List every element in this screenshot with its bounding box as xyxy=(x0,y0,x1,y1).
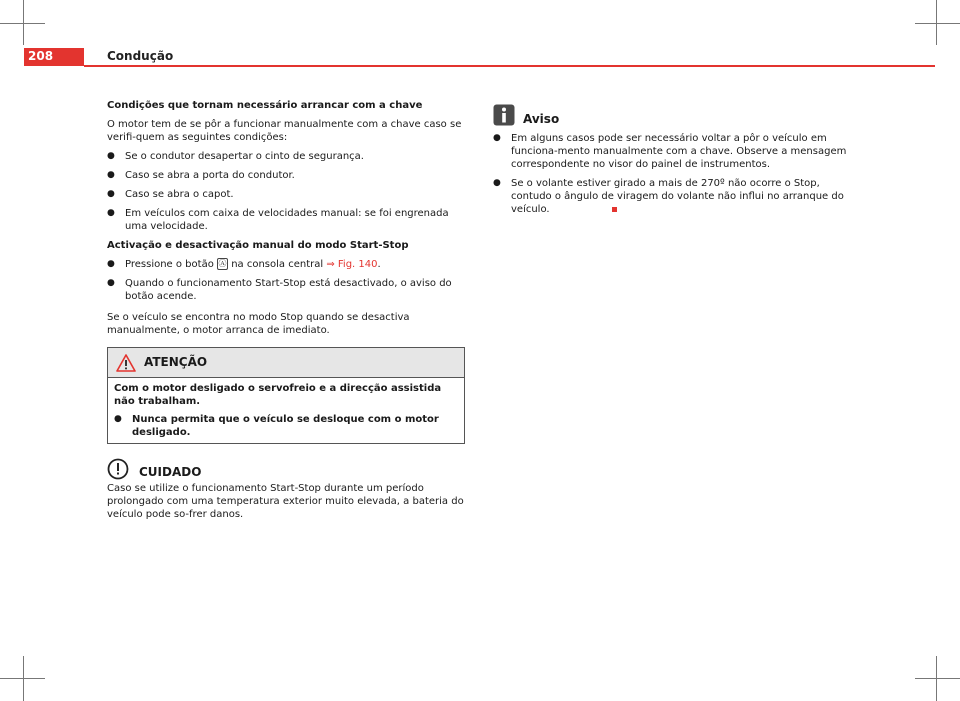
caution-title: CUIDADO xyxy=(139,464,202,479)
list-item-text: Em veículos com caixa de velocidades manual: se foi engrenada uma velocidade. xyxy=(125,208,449,232)
heading-start-with-key: Condições que tornam necessário arrancar com a chave xyxy=(107,100,423,111)
list-item xyxy=(493,132,863,171)
crop-mark xyxy=(936,656,937,701)
list-item-text: Em alguns casos pode ser necessário voltar a pôr o veículo em funciona-mento manualmente com a chave. Observe a mensagem correspondente no visor do painel de instrumentos. xyxy=(511,133,847,170)
warning-text: Com o motor desligado o servofreio e a direcção assistida não trabalham. xyxy=(114,383,442,407)
crop-mark xyxy=(23,0,24,45)
list-item xyxy=(107,150,465,163)
list-item xyxy=(493,177,863,216)
bullet-icon: ● xyxy=(107,278,115,288)
list-item xyxy=(114,413,458,439)
warning-box xyxy=(107,347,465,444)
crop-mark xyxy=(915,678,960,679)
bullet-icon: ● xyxy=(107,208,115,218)
list-item xyxy=(107,207,465,233)
crop-mark xyxy=(915,23,960,24)
info-icon xyxy=(493,104,515,126)
paragraph: Se o veículo se encontra no modo Stop quando se desactiva manualmente, o motor arranca de imediato. xyxy=(107,312,410,336)
note-header xyxy=(493,104,863,126)
end-of-section-marker xyxy=(612,207,617,212)
heading-start-stop: Activação e desactivação manual do modo Start-Stop xyxy=(107,240,409,251)
start-stop-button-icon: Ⓐ xyxy=(218,259,227,268)
list-item xyxy=(107,258,465,271)
bullet-icon: ● xyxy=(493,133,501,143)
list-item xyxy=(107,188,465,201)
caution-text: Caso se utilize o funcionamento Start-Stop durante um período prolongado com uma temperatura exterior muito elevada, a bateria do veículo pode so-frer danos. xyxy=(107,483,464,520)
crop-mark xyxy=(936,0,937,45)
list-item-text: Nunca permita que o veículo se desloque com o motor desligado. xyxy=(132,414,439,438)
header-rule xyxy=(84,65,935,67)
warning-body xyxy=(108,378,464,443)
caution-header xyxy=(107,458,465,480)
bullet-icon: ● xyxy=(493,178,501,188)
warning-triangle-icon xyxy=(116,354,136,372)
bullet-icon: ● xyxy=(107,259,115,269)
bullet-icon: ● xyxy=(107,170,115,180)
note-title: Aviso xyxy=(523,112,560,126)
warning-header xyxy=(108,348,464,378)
intro-paragraph: O motor tem de se pôr a funcionar manualmente com a chave caso se verifi-quem as seguintes condições: xyxy=(107,119,462,143)
section-title: Condução xyxy=(107,49,174,63)
bullet-icon: ● xyxy=(114,414,122,424)
caution-exclamation-icon xyxy=(107,458,129,480)
right-column xyxy=(493,104,863,222)
bullet-icon: ● xyxy=(107,189,115,199)
list-item-text: Caso se abra a porta do condutor. xyxy=(125,170,295,181)
crop-mark xyxy=(23,656,24,701)
list-item-text: Se o condutor desapertar o cinto de segurança. xyxy=(125,151,364,162)
warning-title: ATENÇÃO xyxy=(144,355,208,369)
list-item-text: Quando o funcionamento Start-Stop está desactivado, o aviso do botão acende. xyxy=(125,278,452,302)
list-item-text: Pressione o botão Ⓐ na consola central ⇒ Fig. 140. xyxy=(125,259,381,270)
figure-link[interactable]: ⇒ Fig. 140 xyxy=(326,259,378,270)
page-number: 208 xyxy=(28,49,54,63)
list-item-text: Caso se abra o capot. xyxy=(125,189,234,200)
list-item xyxy=(107,277,465,303)
left-column xyxy=(107,99,465,527)
list-item-text: Se o volante estiver girado a mais de 270º não ocorre o Stop, contudo o ângulo de viragem do volante não influi no arranque do veículo. xyxy=(511,178,844,215)
bullet-icon: ● xyxy=(107,151,115,161)
list-item xyxy=(107,169,465,182)
